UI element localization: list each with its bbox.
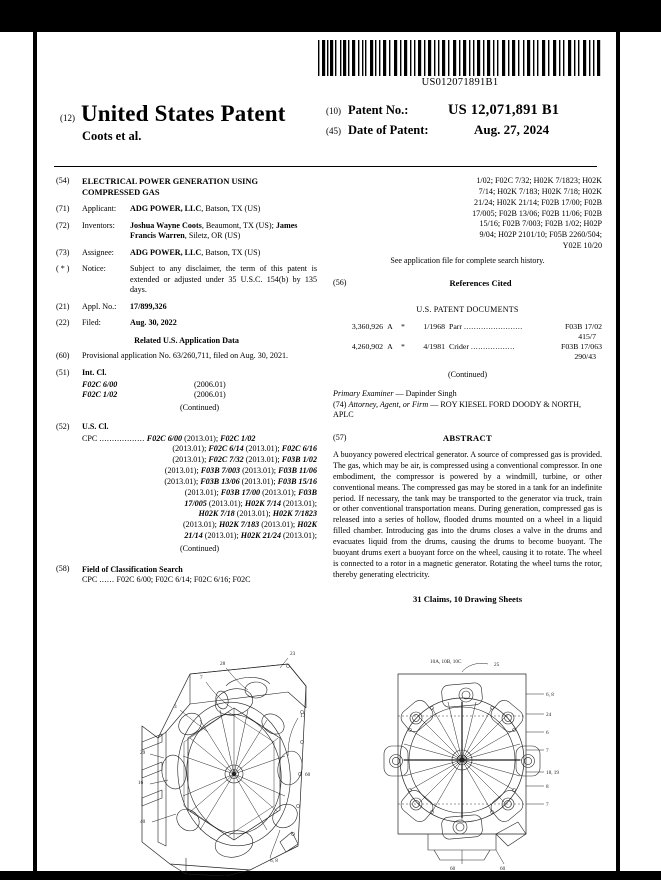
right-column (325, 176, 612, 605)
svg-text:7: 7 (546, 802, 549, 808)
field-51-int-cl (56, 368, 317, 416)
cpc-code: 17/005 (184, 498, 207, 508)
us-cl-line: (2013.01); F03B 13/06 (2013.01); F03B 15/16 (164, 476, 317, 486)
ref-classification: F03B 17/063 (561, 342, 602, 352)
figure-front-view (368, 654, 578, 874)
int-cl-continued: (Continued) (179, 402, 220, 412)
assignee-location: , Batson, TX (US) (201, 247, 261, 257)
ref-subclass: 290/43 (574, 352, 596, 362)
field-60-related (56, 351, 317, 362)
ref-date: 4/1981 (423, 342, 445, 352)
see-application-note: See application file for complete search history. (390, 255, 545, 265)
cpc-code: F03B 1/02 (281, 455, 317, 465)
references-table (333, 322, 602, 363)
field-search-heading: Field of Classification Search (82, 564, 183, 574)
header-divider (54, 166, 597, 167)
fcs-cont-line: 9/04; H02P 2101/10; F05B 2260/504; (479, 230, 602, 240)
filed-label: Filed: (82, 318, 101, 328)
int-cl-code: F02C 1/02 (82, 390, 118, 400)
header-left (38, 102, 326, 144)
us-cl-continued: (Continued) (179, 544, 220, 554)
patent-number-row (326, 102, 613, 119)
scan-band-top (0, 0, 661, 32)
assignee-value (130, 248, 317, 259)
field-73-assignee (56, 248, 317, 259)
patent-number-label: Patent No.: (348, 103, 409, 117)
cpc-code: F03B (298, 487, 317, 497)
int-cl-row (82, 390, 317, 401)
cpc-code: F03B 17/00 (220, 487, 261, 497)
us-cl-line: H02K 7/18 (2013.01); H02K 7/1823 (198, 509, 317, 519)
appl-no-label: Appl. No.: (82, 301, 117, 311)
table-row (333, 322, 602, 332)
patent-header (38, 102, 613, 144)
attorney-firm: ROY KIESEL FORD DOODY & NORTH, APLC (333, 399, 582, 420)
scan-bar-right (616, 32, 620, 871)
svg-text:10A, 10B, 10C: 10A, 10B, 10C (430, 659, 462, 665)
page-title: United States Patent (81, 101, 286, 126)
cpc-code: 21/14 (184, 531, 203, 541)
ref-dots: .................. (470, 342, 515, 352)
tag-60: (60) (56, 351, 70, 361)
attorney-line (333, 400, 602, 421)
barcode-block (317, 40, 603, 88)
tag-74: (74) (333, 399, 347, 409)
int-cl-row (82, 380, 317, 391)
svg-text:60: 60 (305, 772, 311, 778)
inventors-value (130, 221, 317, 242)
ref-subclass: 415/7 (578, 332, 596, 342)
ref-inventor (449, 322, 544, 332)
body-columns (38, 176, 613, 605)
primary-examiner-name: Dapinder Singh (405, 389, 457, 399)
filed-value: Aug. 30, 2022 (130, 318, 177, 328)
attorney-label: Attorney, Agent, or Firm (348, 399, 429, 409)
cpc-code: F03B 11/06 (278, 466, 317, 476)
field-22-filed (56, 318, 317, 329)
claims-sheets-line: 31 Claims, 10 Drawing Sheets (412, 593, 523, 604)
scan-bar-left (33, 32, 37, 871)
field-search-body (82, 564, 317, 586)
svg-text:23: 23 (290, 651, 296, 657)
us-cl-line: (2013.01); F02C 7/32 (2013.01); F03B 1/02 (172, 455, 317, 465)
field-52-us-cl (56, 422, 317, 557)
primary-examiner-label: Primary Examiner (333, 389, 394, 399)
tag-asterisk: ( * ) (56, 264, 70, 274)
applicant-label: Applicant: (82, 204, 117, 214)
svg-text:18, 19: 18, 19 (546, 770, 559, 776)
cpc-label: CPC (82, 433, 98, 443)
related-data-heading: Related U.S. Application Data (134, 335, 239, 345)
us-cl-line: (2013.01); F02C 6/14 (2013.01); F02C 6/16 (172, 444, 317, 454)
cpc-code: F02C 6/00 (146, 433, 183, 443)
tag-72: (72) (56, 220, 70, 230)
field-search-continuation (333, 176, 602, 252)
svg-text:25: 25 (494, 662, 500, 668)
cpc-code: F02C 6/14 (208, 444, 244, 454)
field-71-applicant (56, 204, 317, 215)
fcs-cont-line: 17/005; F02B 13/06; F02B 11/06; F02B (472, 208, 602, 218)
inventor-1-name: Joshua Wayne Coots (130, 220, 202, 230)
field-72-inventors (56, 221, 317, 242)
ref-star: * (401, 322, 405, 332)
cpc-code: F02C 6/16 (281, 444, 317, 454)
tag-21: (21) (56, 301, 70, 311)
assignee-label: Assignee: (82, 247, 114, 257)
us-cl-cpc-block (82, 434, 317, 542)
cpc-code: F03B 13/06 (200, 476, 240, 486)
table-row (333, 342, 602, 352)
primary-examiner-line (333, 389, 602, 400)
ref-inventor-name: Parr (449, 322, 462, 332)
assignee-name: ADG POWER, LLC (130, 247, 202, 257)
tag-54: (54) (56, 176, 70, 185)
inventor-surname-line: Coots et al. (82, 129, 142, 144)
references-subheading: U.S. PATENT DOCUMENTS (416, 304, 519, 314)
field-58-search (56, 564, 317, 586)
fcs-codes: F02C 6/00; F02C 6/14; F02C 6/16; F02C (116, 575, 251, 585)
ref-star: * (401, 342, 405, 352)
figure-perspective-view (130, 646, 330, 876)
inventor-2-name: James Francis Warren (130, 220, 298, 241)
int-cl-date: (2006.01) (194, 379, 226, 389)
field-notice (56, 264, 317, 296)
tag-51: (51) (56, 368, 70, 377)
date-of-patent-value: Aug. 27, 2024 (474, 122, 550, 137)
attorney-dash: — (430, 399, 439, 409)
ref-dots: ........................ (463, 322, 523, 332)
cpc-dots: .................. (99, 433, 145, 443)
cpc-code: H02K 21/24 (240, 531, 282, 541)
tag-10: (10) (326, 106, 341, 116)
svg-text:60: 60 (450, 866, 456, 872)
cpc-code: H02K 7/183 (218, 520, 260, 530)
field-21-appl-no (56, 302, 317, 313)
fcs-dots: ...... (99, 575, 115, 585)
patent-front-page (38, 32, 613, 871)
field-54-title (56, 176, 317, 198)
tag-71: (71) (56, 204, 70, 214)
inventor-2-location: , Siletz, OR (US) (184, 231, 241, 241)
svg-text:24: 24 (546, 712, 552, 718)
title-row (60, 102, 326, 126)
drawing-area (38, 632, 613, 882)
us-cl-line: CPC .................. F02C 6/00 (2013.01); F02C 1/02 (82, 433, 256, 443)
patent-number-value: US 12,071,891 B1 (448, 102, 560, 118)
svg-text:6, 8: 6, 8 (546, 692, 554, 698)
fcs-cpc-label: CPC (82, 575, 98, 585)
tag-52: (52) (56, 422, 70, 432)
date-of-patent-label: Date of Patent: (348, 123, 429, 137)
barcode-number: US012071891B1 (421, 77, 499, 88)
notice-label: Notice: (82, 264, 106, 274)
ref-date: 1/1968 (423, 322, 445, 332)
svg-text:8: 8 (546, 784, 549, 790)
ref-inventor (449, 342, 544, 352)
svg-text:28: 28 (220, 661, 226, 667)
cpc-code: H02K 7/1823 (272, 509, 317, 519)
svg-text:6: 6 (546, 730, 549, 736)
ref-kind-code: A (387, 342, 393, 352)
svg-text:40: 40 (140, 819, 146, 825)
int-cl-date: (2006.01) (194, 390, 226, 400)
cpc-code: H02K 7/14 (244, 498, 282, 508)
cpc-code: H02K 7/18 (198, 509, 235, 519)
tag-12: (12) (60, 113, 75, 123)
inventor-1-location: , Beaumont, TX (US); (201, 220, 276, 230)
us-cl-line: 17/005 (2013.01); H02K 7/14 (2013.01); (184, 498, 317, 508)
applicant-value (130, 204, 317, 215)
cpc-code: F03B 15/16 (277, 476, 317, 486)
abstract-heading: ABSTRACT (442, 432, 493, 443)
inventors-label: Inventors: (82, 220, 115, 230)
us-cl-line: (2013.01); H02K 7/183 (2013.01); H02K (182, 520, 317, 530)
tag-22: (22) (56, 318, 70, 328)
examiner-dash: — (395, 389, 404, 399)
barcode-icon (317, 40, 603, 76)
tag-58: (58) (56, 563, 70, 573)
ref-inventor-name: Crider (449, 342, 469, 352)
tag-56: (56) (333, 278, 347, 288)
int-cl-heading: Int. Cl. (82, 368, 107, 377)
svg-text:7: 7 (200, 675, 203, 681)
ref-patent-number: 4,260,902 (351, 342, 383, 352)
appl-no-value: 17/899,326 (130, 301, 167, 311)
us-cl-line: 21/14 (2013.01); H02K 21/24 (2013.01); (184, 531, 317, 541)
int-cl-code: F02C 6/00 (82, 379, 118, 389)
fcs-cont-line: 1/02; F02C 7/32; H02K 7/1823; H02K (476, 176, 602, 185)
svg-text:17: 17 (300, 713, 306, 719)
cpc-code: F02C 1/02 (220, 433, 256, 443)
abstract-text: A buoyancy powered electrical generator. A source of compressed gas is provided. The gas, which may be air, is compressed using a conventional compressor. In one embodiment, the compressor is powered by a windmill, turbine, or other conventional means. The compressed gas may be stored in a tank for an indefinite period. If necessary, the tank may be transported to the generator via truck, train or other conventional transportation means. During generation, compressed gas is released into a series of hollow, flooded drums mounted on a wheel in a liquid filled chamber. Introducing gas into the drums closes a valve in the drums and evacuates liquid from the drums, causing the drums to become buoyant. The buoyant drums exert a buoyant force on the wheel, causing it to rotate. The wheel is connected to a rotor in a magnetic generator. Rotating the wheel turns the rotor, thereby generating electricity. (333, 449, 602, 579)
tag-45: (45) (326, 126, 341, 136)
cpc-code: F03B 7/003 (200, 466, 241, 476)
field-56-references (333, 278, 602, 298)
invention-title: ELECTRICAL POWER GENERATION USING COMPRESSED GAS (82, 177, 258, 198)
us-cl-line: (2013.01); F03B 17/00 (2013.01); F03B (184, 487, 317, 497)
fcs-cont-line: 15/16; F02B 7/003; F02B 1/02; H02P (479, 219, 602, 229)
tag-73: (73) (56, 247, 70, 257)
notice-text: Subject to any disclaimer, the term of this patent is extended or adjusted under 35 U.S.C. 154(b) by 135 days. (130, 264, 317, 295)
field-search-first-line (82, 575, 317, 586)
svg-text:6, 8: 6, 8 (270, 858, 278, 864)
us-cl-heading: U.S. Cl. (82, 422, 109, 432)
ref-classification: F03B 17/02 (564, 322, 602, 332)
fcs-cont-line: Y02E 10/20 (562, 241, 602, 251)
applicant-location: , Batson, TX (US) (201, 204, 261, 214)
int-cl-body (82, 368, 317, 416)
cpc-code: F02C 7/32 (208, 455, 244, 465)
svg-text:60: 60 (500, 866, 506, 872)
references-continued: (Continued) (447, 369, 488, 379)
us-cl-line: (2013.01); F03B 7/003 (2013.01); F03B 11/06 (164, 466, 317, 476)
abstract-header (333, 433, 602, 444)
left-column (38, 176, 325, 605)
related-text: Provisional application No. 63/260,711, filed on Aug. 30, 2021. (82, 351, 289, 361)
us-cl-body (82, 422, 317, 557)
ref-kind-code: A (387, 322, 393, 332)
references-heading: References Cited (449, 278, 512, 289)
cpc-code: H02K (297, 520, 317, 530)
ref-patent-number: 3,360,926 (351, 322, 383, 332)
svg-text:7: 7 (546, 748, 549, 754)
applicant-name: ADG POWER, LLC (130, 204, 202, 214)
fcs-cont-line: 21/24; H02K 21/14; F02B 17/00; F02B (474, 197, 602, 207)
tag-57: (57) (333, 432, 347, 442)
svg-text:16: 16 (138, 780, 144, 786)
svg-text:29: 29 (140, 750, 146, 756)
date-of-patent-row (326, 122, 613, 138)
fcs-cont-line: 7/14; H02K 7/183; H02K 7/18; H02K (478, 186, 602, 196)
svg-text:3: 3 (174, 704, 177, 710)
header-right (326, 102, 613, 144)
references-body (359, 278, 602, 298)
